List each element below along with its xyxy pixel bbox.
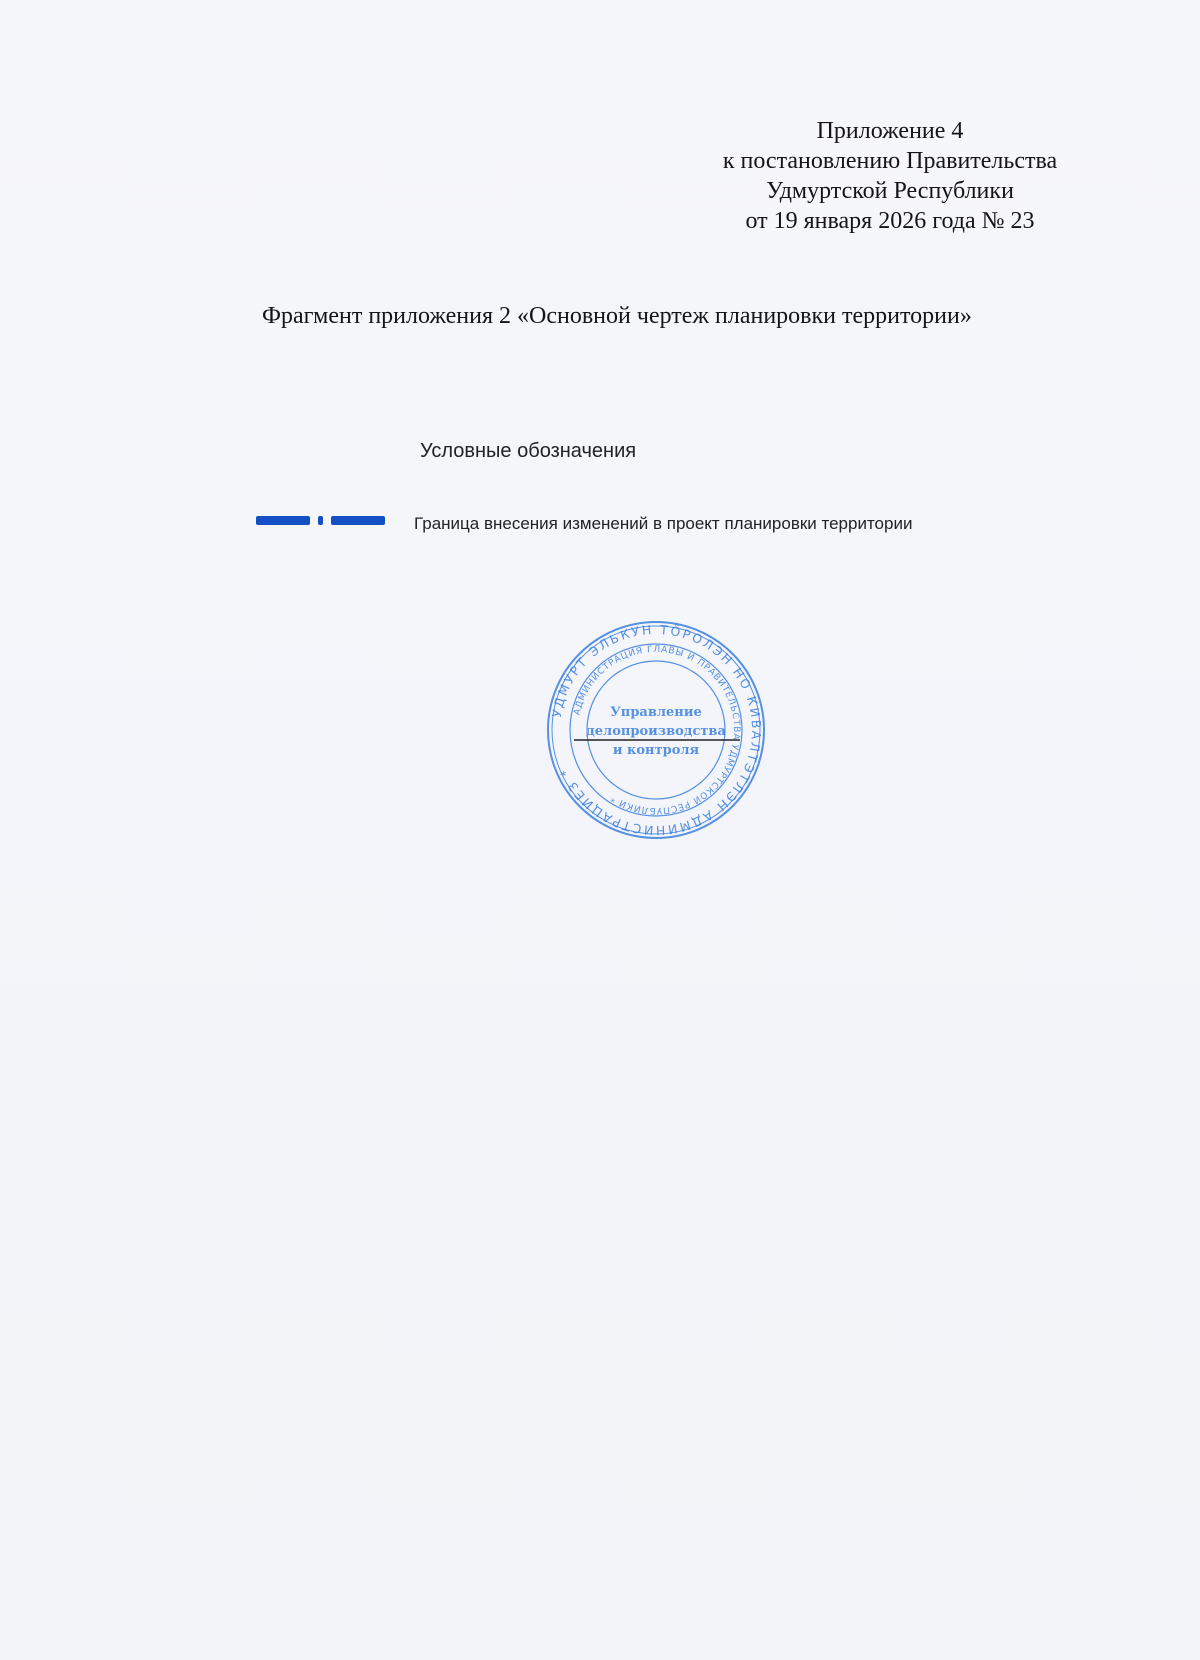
svg-text:АДМИНИСТРАЦИЯ ГЛАВЫ И ПРАВИТЕЛ: АДМИНИСТРАЦИЯ ГЛАВЫ И ПРАВИТЕЛЬСТВА УДМУРТСКОЙ РЕСПУБЛИКИ * xyxy=(572,644,742,816)
appendix-header xyxy=(690,116,1090,236)
appendix-region: Удмуртской Республики xyxy=(766,178,1014,204)
appendix-date-number: от 19 января 2026 года № 23 xyxy=(745,208,1035,234)
appendix-number: Приложение 4 xyxy=(816,118,964,144)
legend-item-label: Границa внесения изменений в проект планировки территории xyxy=(414,514,913,533)
document-title: Фрагмент приложения 2 «Основной чертеж планировки территории» xyxy=(262,303,972,329)
appendix-reference: к постановлению Правительства xyxy=(722,148,1058,174)
boundary-line-icon xyxy=(256,516,386,525)
svg-text:Управление: Управление xyxy=(610,705,702,720)
official-stamp-icon xyxy=(544,618,768,842)
svg-text:УДМУРТ ЭЛЬКУН ТӦРОЛЭН НО КИВАЛ: УДМУРТ ЭЛЬКУН ТӦРОЛЭН НО КИВАЛТЭТЛЭН АДМИНИСТРАЦИЕЗ * xyxy=(548,621,765,839)
legend-title: Условные обозначения xyxy=(420,440,637,462)
svg-text:и контроля: и контроля xyxy=(612,743,700,758)
legend-item xyxy=(256,513,956,573)
svg-text:делопроизводства: делопроизводства xyxy=(586,724,726,739)
